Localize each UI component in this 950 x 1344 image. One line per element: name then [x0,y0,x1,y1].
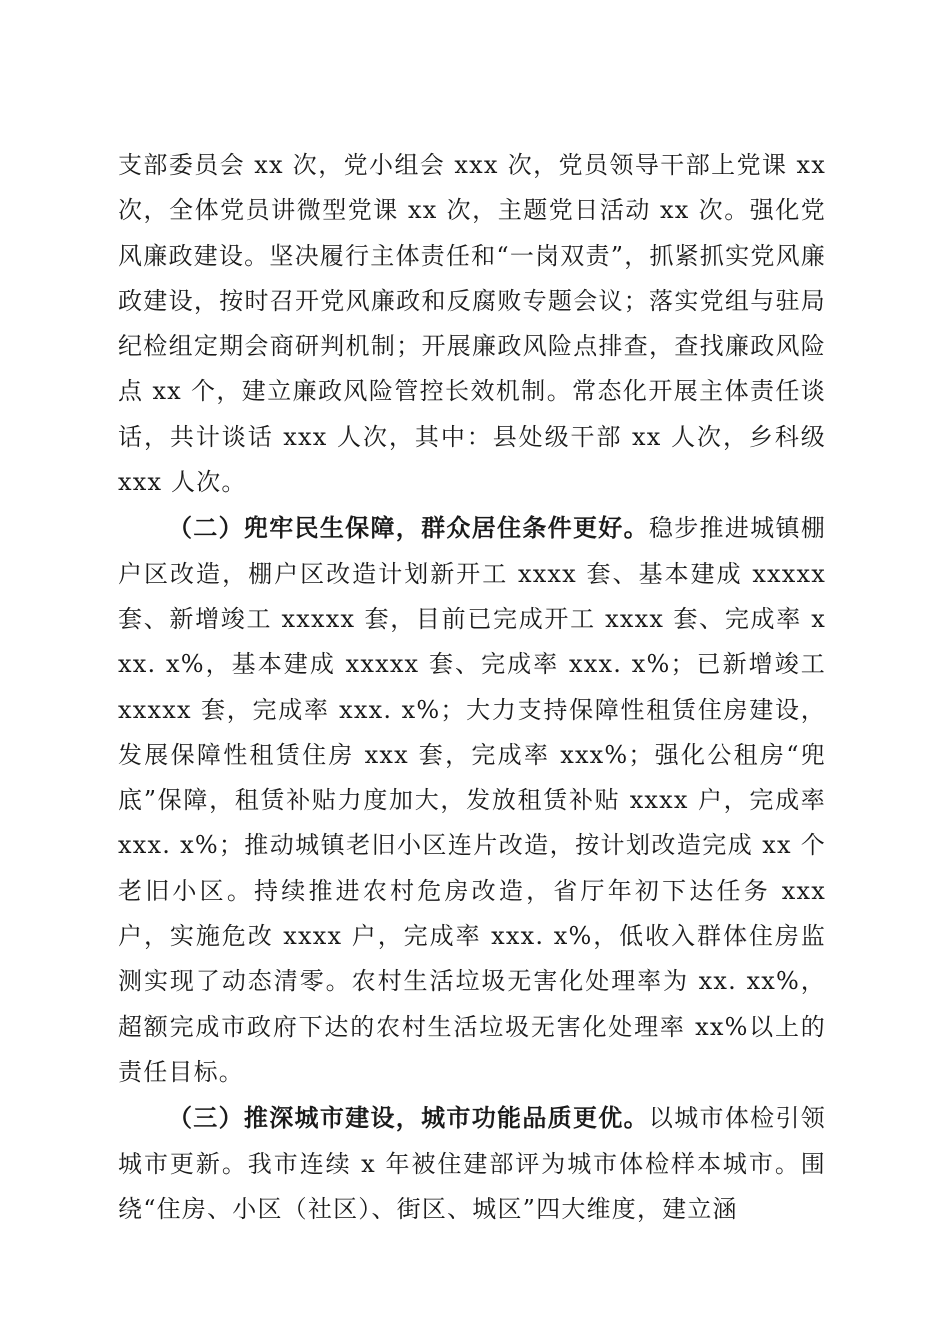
document-page [118,143,826,1232]
section-heading-livelihood: （二）兜牢民生保障，群众居住条件更好。 [168,513,649,543]
section-livelihood [118,505,826,1095]
section-heading-urban: （三）推深城市建设，城市功能品质更优。 [168,1103,649,1133]
section-body-urban: 以城市体检引领城市更新。我市连续 x 年被住建部评为城市体检样本城市。围绕“住房、小区（社区）、街区、城区”四大维度，建立涵 [118,1104,826,1223]
paragraph-party-building: 支部委员会 xx 次，党小组会 xxx 次，党员领导干部上党课 xx 次，全体党员讲微型党课 xx 次，主题党日活动 xx 次。强化党风廉政建设。坚决履行主体责任和“一岗双责”，抓紧抓实党风廉政建设，按时召开党风廉政和反腐败专题会议；落实党组与驻局纪检组定期会商研判机制；开展廉政风险点排查，查找廉政风险点 xx 个，建立廉政风险管控长效机制。常态化开展主体责任谈话，共计谈话 xxx 人次，其中：县处级干部 xx 人次，乡科级 xxx 人次。 [118,151,826,497]
section-body-livelihood: 稳步推进城镇棚户区改造，棚户区改造计划新开工 xxxx 套、基本建成 xxxxx 套、新增竣工 xxxxx 套，目前已完成开工 xxxx 套、完成率 xxx. x%，基本建成 xxxxx 套、完成率 xxx. x%；已新增竣工 xxxxx 套，完成率 xxx. x%；大力支持保障性租赁住房建设，发展保障性租赁住房 xxx 套，完成率 xxx%；强化公租房“兜底”保障，租赁补贴力度加大，发放租赁补贴 xxxx 户，完成率 xxx. x%；推动城镇老旧小区连片改造，按计划改造完成 xx 个老旧小区。持续推进农村危房改造，省厅年初下达任务 xxx 户，实施危改 xxxx 户，完成率 xxx. x%，低收入群体住房监测实现了动态清零。农村生活垃圾无害化处理率为 xx. xx%，超额完成市政府下达的农村生活垃圾无害化处理率 xx%以上的责任目标。 [118,514,826,1086]
section-urban-construction [118,1095,826,1232]
